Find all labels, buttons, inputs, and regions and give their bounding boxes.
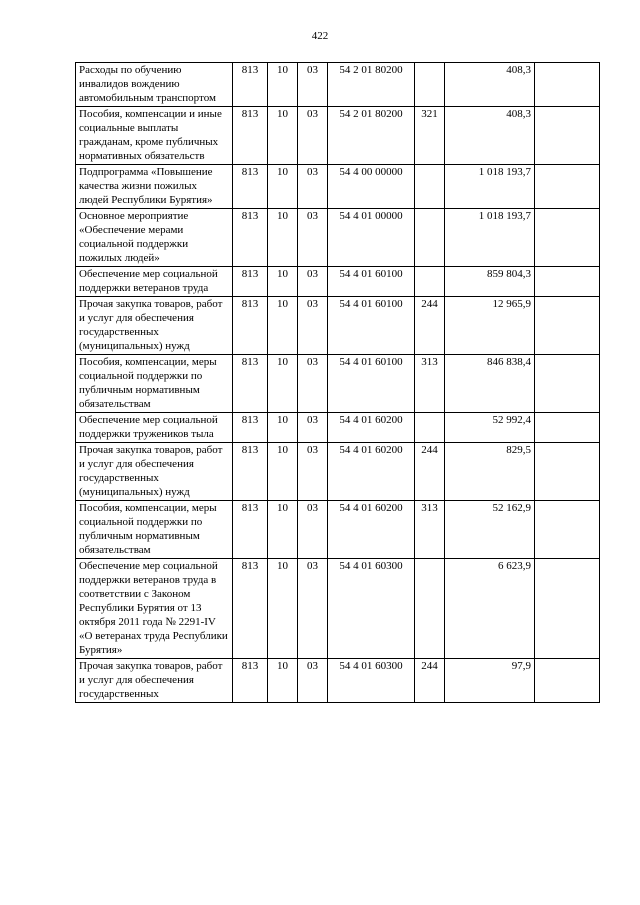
expense-type-cell — [415, 165, 445, 209]
subsection-code-cell: 03 — [298, 501, 328, 559]
ministry-code-cell: 813 — [233, 501, 268, 559]
amount-cell: 408,3 — [445, 63, 535, 107]
subsection-code-cell: 03 — [298, 443, 328, 501]
expense-name-cell: Пособия, компенсации, меры социальной поддержки по публичным нормативным обязательствам — [76, 501, 233, 559]
ministry-code-cell: 813 — [233, 107, 268, 165]
table-row — [76, 413, 600, 443]
budget-table-body — [76, 63, 600, 703]
subsection-code-cell: 03 — [298, 355, 328, 413]
ministry-code-cell: 813 — [233, 267, 268, 297]
subsection-code-cell: 03 — [298, 559, 328, 659]
section-code-cell: 10 — [268, 209, 298, 267]
expense-type-cell — [415, 413, 445, 443]
expense-type-cell: 313 — [415, 501, 445, 559]
ministry-code-cell: 813 — [233, 63, 268, 107]
amount-cell: 6 623,9 — [445, 559, 535, 659]
expense-name-cell: Пособия, компенсации и иные социальные выплаты гражданам, кроме публичных нормативных обязательств — [76, 107, 233, 165]
expense-name-cell: Прочая закупка товаров, работ и услуг для обеспечения государственных (муниципальных) нужд — [76, 297, 233, 355]
ministry-code-cell: 813 — [233, 413, 268, 443]
amount-cell: 52 162,9 — [445, 501, 535, 559]
empty-cell — [535, 659, 600, 703]
empty-cell — [535, 63, 600, 107]
expense-type-cell — [415, 209, 445, 267]
section-code-cell: 10 — [268, 559, 298, 659]
table-row — [76, 501, 600, 559]
amount-cell: 829,5 — [445, 443, 535, 501]
subsection-code-cell: 03 — [298, 209, 328, 267]
expense-name-cell: Основное мероприятие «Обеспечение мерами социальной поддержки пожилых людей» — [76, 209, 233, 267]
table-row — [76, 165, 600, 209]
amount-cell: 859 804,3 — [445, 267, 535, 297]
empty-cell — [535, 297, 600, 355]
section-code-cell: 10 — [268, 107, 298, 165]
table-row — [76, 297, 600, 355]
expense-type-cell: 321 — [415, 107, 445, 165]
target-article-cell: 54 2 01 80200 — [328, 63, 415, 107]
expense-name-cell: Обеспечение мер социальной поддержки тружеников тыла — [76, 413, 233, 443]
subsection-code-cell: 03 — [298, 63, 328, 107]
amount-cell: 97,9 — [445, 659, 535, 703]
empty-cell — [535, 267, 600, 297]
amount-cell: 408,3 — [445, 107, 535, 165]
expense-name-cell: Обеспечение мер социальной поддержки ветеранов труда — [76, 267, 233, 297]
table-row — [76, 659, 600, 703]
target-article-cell: 54 4 01 00000 — [328, 209, 415, 267]
table-row — [76, 355, 600, 413]
subsection-code-cell: 03 — [298, 413, 328, 443]
section-code-cell: 10 — [268, 501, 298, 559]
ministry-code-cell: 813 — [233, 659, 268, 703]
section-code-cell: 10 — [268, 63, 298, 107]
empty-cell — [535, 501, 600, 559]
amount-cell: 1 018 193,7 — [445, 165, 535, 209]
target-article-cell: 54 4 01 60100 — [328, 267, 415, 297]
target-article-cell: 54 4 01 60200 — [328, 443, 415, 501]
expense-name-cell: Пособия, компенсации, меры социальной поддержки по публичным нормативным обязательствам — [76, 355, 233, 413]
ministry-code-cell: 813 — [233, 559, 268, 659]
target-article-cell: 54 4 01 60200 — [328, 413, 415, 443]
expense-type-cell — [415, 63, 445, 107]
expense-name-cell: Подпрограмма «Повышение качества жизни пожилых людей Республики Бурятия» — [76, 165, 233, 209]
page-number: 422 — [311, 30, 329, 42]
table-row — [76, 559, 600, 659]
expense-name-cell: Расходы по обучению инвалидов вождению автомобильным транспортом — [76, 63, 233, 107]
amount-cell: 52 992,4 — [445, 413, 535, 443]
section-code-cell: 10 — [268, 413, 298, 443]
ministry-code-cell: 813 — [233, 443, 268, 501]
subsection-code-cell: 03 — [298, 659, 328, 703]
empty-cell — [535, 443, 600, 501]
expense-type-cell: 244 — [415, 443, 445, 501]
section-code-cell: 10 — [268, 267, 298, 297]
amount-cell: 846 838,4 — [445, 355, 535, 413]
empty-cell — [535, 559, 600, 659]
amount-cell: 12 965,9 — [445, 297, 535, 355]
expense-name-cell: Обеспечение мер социальной поддержки ветеранов труда в соответствии с Законом Республики Бурятия от 13 октября 2011 года № 2291-IV «О ветеранах труда Республики Бурятия» — [76, 559, 233, 659]
target-article-cell: 54 4 00 00000 — [328, 165, 415, 209]
section-code-cell: 10 — [268, 297, 298, 355]
table-row — [76, 443, 600, 501]
subsection-code-cell: 03 — [298, 297, 328, 355]
section-code-cell: 10 — [268, 659, 298, 703]
expense-name-cell: Прочая закупка товаров, работ и услуг для обеспечения государственных — [76, 659, 233, 703]
expense-type-cell: 313 — [415, 355, 445, 413]
section-code-cell: 10 — [268, 443, 298, 501]
ministry-code-cell: 813 — [233, 165, 268, 209]
table-row — [76, 107, 600, 165]
expense-type-cell — [415, 559, 445, 659]
expense-name-cell: Прочая закупка товаров, работ и услуг для обеспечения государственных (муниципальных) нужд — [76, 443, 233, 501]
empty-cell — [535, 209, 600, 267]
subsection-code-cell: 03 — [298, 267, 328, 297]
target-article-cell: 54 4 01 60300 — [328, 659, 415, 703]
expense-type-cell — [415, 267, 445, 297]
subsection-code-cell: 03 — [298, 165, 328, 209]
ministry-code-cell: 813 — [233, 297, 268, 355]
table-row — [76, 209, 600, 267]
empty-cell — [535, 107, 600, 165]
target-article-cell: 54 2 01 80200 — [328, 107, 415, 165]
empty-cell — [535, 355, 600, 413]
target-article-cell: 54 4 01 60100 — [328, 297, 415, 355]
target-article-cell: 54 4 01 60300 — [328, 559, 415, 659]
target-article-cell: 54 4 01 60200 — [328, 501, 415, 559]
ministry-code-cell: 813 — [233, 209, 268, 267]
ministry-code-cell: 813 — [233, 355, 268, 413]
table-row — [76, 267, 600, 297]
budget-table — [75, 62, 600, 703]
amount-cell: 1 018 193,7 — [445, 209, 535, 267]
empty-cell — [535, 413, 600, 443]
subsection-code-cell: 03 — [298, 107, 328, 165]
table-row — [76, 63, 600, 107]
target-article-cell: 54 4 01 60100 — [328, 355, 415, 413]
empty-cell — [535, 165, 600, 209]
section-code-cell: 10 — [268, 355, 298, 413]
expense-type-cell: 244 — [415, 297, 445, 355]
section-code-cell: 10 — [268, 165, 298, 209]
expense-type-cell: 244 — [415, 659, 445, 703]
